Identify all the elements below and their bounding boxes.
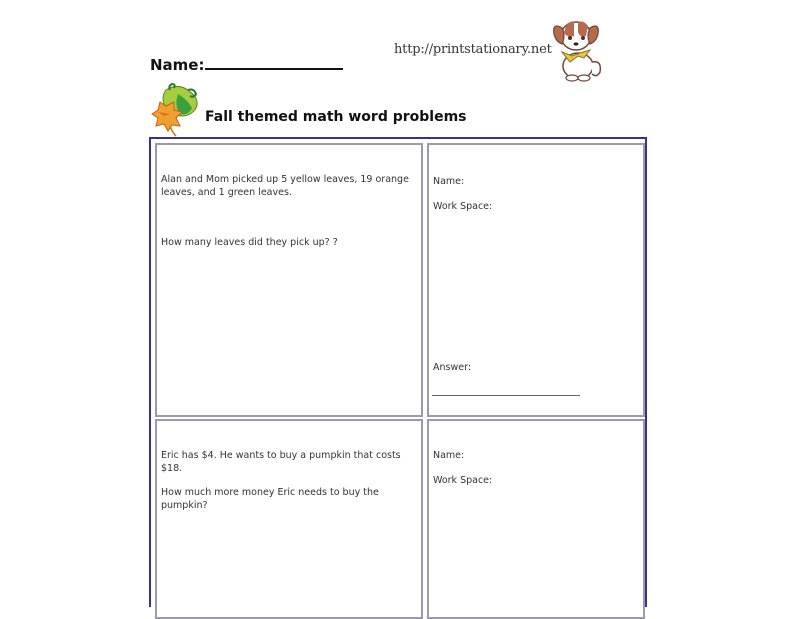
- problem-2-name-label: Name:: [433, 450, 465, 461]
- problem-1-answer-label: Answer:: [433, 362, 472, 373]
- student-name-field: [150, 54, 343, 74]
- problem-1-question-cell: [155, 143, 423, 417]
- problem-2-question: Eric has $4. He wants to buy a pumpkin that costs $18.: [161, 450, 401, 474]
- problem-1-question: Alan and Mom picked up 5 yellow leaves, 19 orange leaves, and 1 green leaves.: [161, 174, 409, 198]
- problems-table: [149, 137, 647, 607]
- problem-2-work-cell: [427, 419, 645, 619]
- problem-1-work-space-label: Work Space:: [433, 201, 493, 212]
- problem-1-work-cell: [427, 143, 645, 417]
- problem-1-prompt: How many leaves did they pick up? ?: [161, 237, 338, 248]
- page-title: Fall themed math word problems: [205, 109, 467, 125]
- problem-2-prompt: How much more money Eric needs to buy the pumpkin?: [161, 487, 379, 511]
- problem-1-answer-line: [432, 395, 580, 396]
- site-url: http://printstationary.net: [394, 42, 552, 57]
- problem-2-work-space-label: Work Space:: [433, 475, 493, 486]
- autumn-leaves-icon: [148, 82, 202, 137]
- puppy-icon: [548, 14, 604, 82]
- problem-2-question-cell: [155, 419, 423, 619]
- name-label: Name:: [150, 56, 205, 74]
- problem-1-name-label: Name:: [433, 176, 465, 187]
- name-underline: [205, 54, 343, 70]
